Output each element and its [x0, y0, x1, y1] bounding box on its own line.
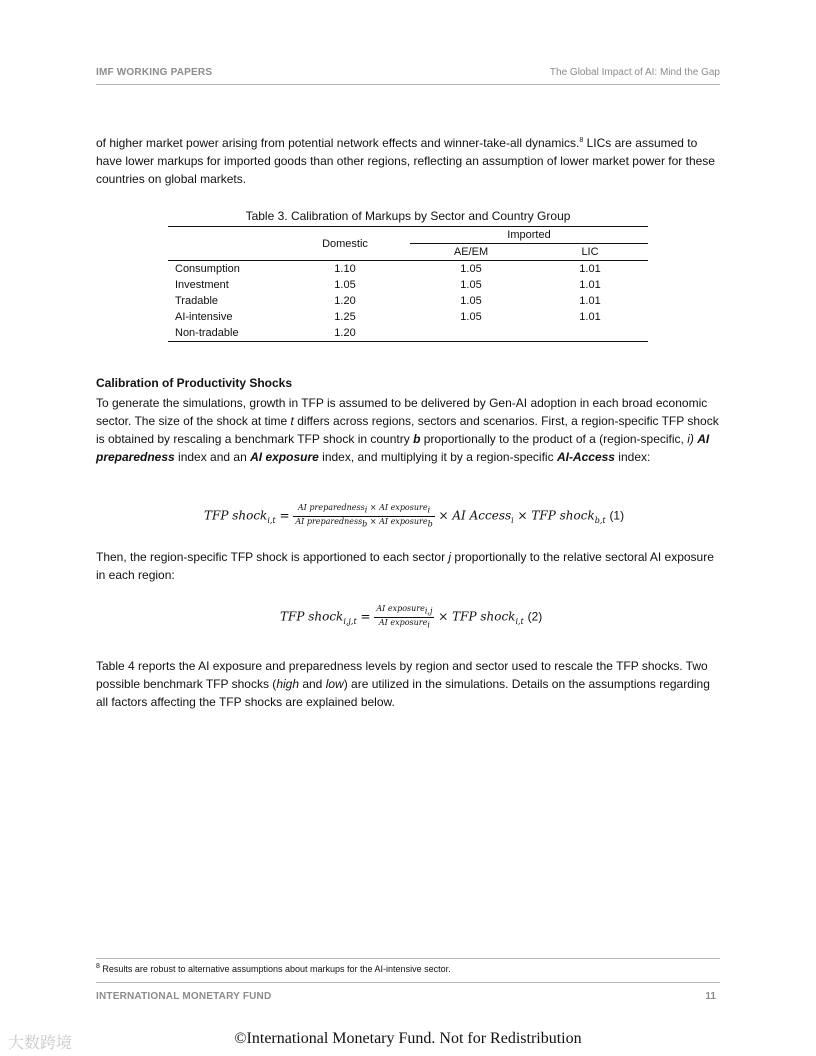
header-imported: Imported [410, 227, 648, 244]
eq1-fraction [293, 503, 434, 529]
section-paragraph-2 [96, 548, 720, 584]
footer-divider [96, 982, 720, 983]
cell-lic: 1.01 [579, 279, 601, 291]
eq2-numerator: AI exposure$_{i,j}$ [376, 604, 433, 616]
eq1-numerator: AI preparedness$_i$ × AI exposure$_i$ [293, 503, 434, 517]
text: Table 4 reports the AI exposure and preparedness levels by region and sector used to rescale the TFP shocks. Two possible benchmark TFP shocks ( [96, 659, 708, 691]
section-paragraph-3 [96, 657, 720, 711]
footnote-text: Results are robust to alternative assumptions about markups for the AI-intensive sector. [99, 964, 451, 974]
header-aeem: AE/EM [410, 244, 532, 261]
cell-aeem: 1.05 [460, 295, 482, 307]
intro-paragraph [96, 134, 720, 188]
eq2-equals: = [356, 609, 375, 624]
copyright-notice: ©International Monetary Fund. Not for Redistribution [234, 1030, 582, 1047]
footnote-divider [96, 958, 720, 959]
table-row [168, 293, 648, 309]
text: and [299, 677, 326, 691]
cell-lic: 1.01 [532, 261, 648, 278]
text: index, and multiplying it by a region-specific [318, 450, 557, 464]
eq2-shock: × TFP shock [434, 609, 516, 624]
term-low: low [325, 677, 344, 691]
text: proportionally to the product of a (region-specific, [420, 432, 688, 446]
equation-1 [204, 503, 624, 529]
table-header-row [168, 227, 648, 244]
header-divider [96, 84, 720, 85]
eq2-lhs: TFP shock [280, 609, 344, 624]
cell-aeem: 1.05 [460, 279, 482, 291]
row-label: Investment [175, 279, 229, 291]
eq1-equals: = [275, 508, 294, 523]
eq1-lhs: TFP shock [204, 508, 268, 523]
text: To generate the simulations, growth in TFP is assumed to be delivered by Gen-AI adoption in each broad economic sector. The size of the shock at time [96, 396, 708, 428]
intro-text: of higher market power arising from potential network effects and winner-take-all dynamics. [96, 136, 580, 150]
row-label: Tradable [175, 295, 219, 307]
eq2-shock-sub: i,t [515, 616, 524, 626]
cell-domestic: 1.20 [334, 295, 356, 307]
eq1-number: (1) [609, 508, 625, 523]
cell-aeem [410, 325, 532, 342]
term-ai-exposure: AI exposure [250, 450, 319, 464]
eq1-access: × AI Access [434, 508, 512, 523]
eq1-shock: × TFP shock [513, 508, 595, 523]
cell-aeem: 1.05 [460, 311, 482, 323]
cell-lic: 1.01 [579, 295, 601, 307]
footer-organization: INTERNATIONAL MONETARY FUND [96, 991, 272, 1002]
eq1-lhs-sub: i,t [267, 515, 276, 525]
row-label: AI-intensive [175, 311, 233, 323]
var-i: i) [687, 432, 694, 446]
cell-domestic: 1.10 [280, 261, 410, 278]
intro-text-continued: LICs are assumed to have lower markups for imported goods than other regions, reflecting an assumption of lower market power for these countries on global markets. [96, 136, 715, 186]
cell-lic [532, 325, 648, 342]
cell-aeem: 1.05 [410, 261, 532, 278]
eq1-shock-sub: b,t [594, 515, 606, 525]
text: index and an [174, 450, 251, 464]
text: differs across regions, sectors and scenarios. First, a region-specific TFP shock is obtained by rescaling a benchmark TFP shock in country [96, 414, 719, 446]
cell-domestic: 1.05 [334, 279, 356, 291]
markups-table [168, 226, 648, 342]
eq1-access-sub: i [511, 515, 514, 525]
row-label: Non-tradable [168, 325, 280, 342]
term-ai-preparedness: AI preparedness [96, 432, 710, 464]
section-paragraph-1 [96, 394, 720, 466]
eq2-lhs-sub: i,j,t [343, 616, 357, 626]
header-paper-title: The Global Impact of AI: Mind the Gap [549, 67, 720, 78]
text: ) are utilized in the simulations. Details on the assumptions regarding all factors affecting the TFP shocks are explained below. [96, 677, 710, 709]
eq2-number: (2) [527, 609, 543, 624]
header-domestic: Domestic [280, 227, 410, 261]
var-b: b [413, 432, 421, 446]
table-row [168, 261, 648, 278]
eq1-denominator: AI preparedness$_b$ × AI exposure$_b$ [295, 516, 433, 529]
text: index: [614, 450, 651, 464]
footnote-reference[interactable]: 8 [579, 137, 584, 144]
eq2-denominator: AI exposure$_i$ [378, 617, 430, 630]
text: Then, the region-specific TFP shock is apportioned to each sector [96, 550, 449, 564]
cell-domestic: 1.20 [280, 325, 410, 342]
watermark-logo: 大数跨境 [8, 1035, 73, 1052]
cell-domestic: 1.25 [334, 311, 356, 323]
table-caption: Table 3. Calibration of Markups by Sector and Country Group [245, 209, 571, 223]
header-publication: IMF WORKING PAPERS [96, 67, 213, 78]
page-number: 11 [705, 991, 716, 1002]
table-row [168, 277, 648, 293]
table-row [168, 309, 648, 325]
var-j: j [448, 550, 452, 564]
eq2-fraction [374, 604, 434, 630]
term-ai-access: AI-Access [556, 450, 615, 464]
var-t: t [290, 414, 294, 428]
footnote [96, 964, 451, 974]
text: proportionally to the relative sectoral AI exposure in each region: [96, 550, 714, 582]
cell-lic: 1.01 [579, 311, 601, 323]
table-row [168, 325, 648, 342]
section-heading: Calibration of Productivity Shocks [96, 376, 293, 390]
term-high: high [276, 677, 299, 691]
equation-2 [280, 604, 542, 630]
footnote-mark: 8 [96, 963, 100, 970]
header-lic: LIC [532, 244, 648, 261]
row-label: Consumption [168, 261, 280, 278]
